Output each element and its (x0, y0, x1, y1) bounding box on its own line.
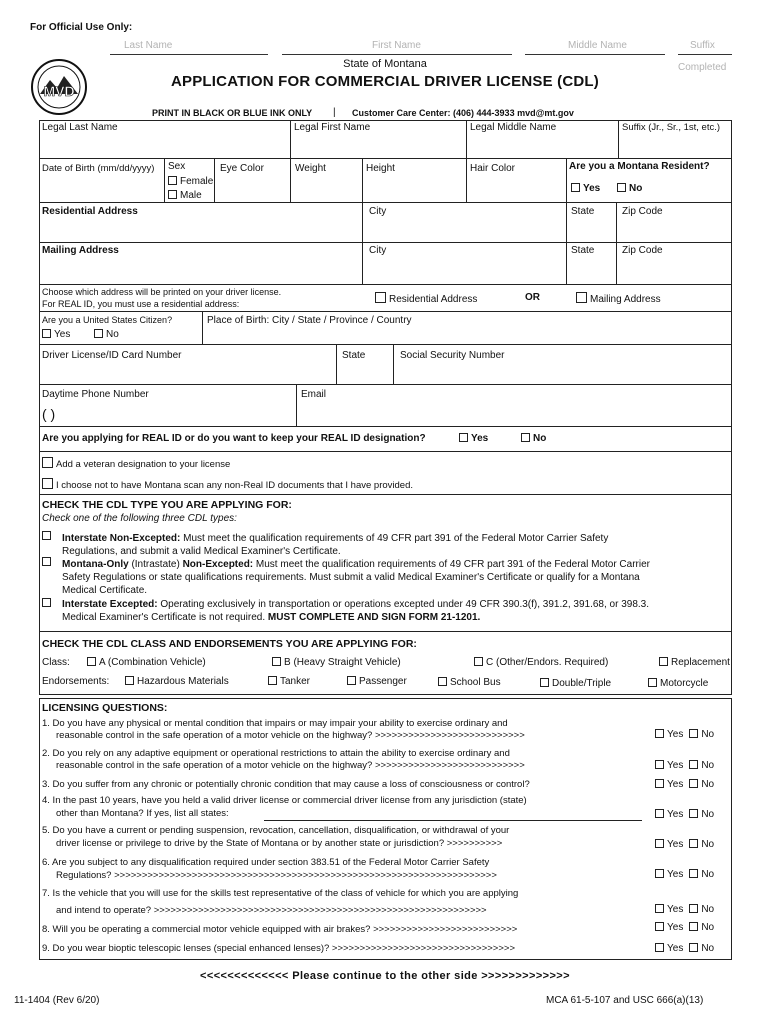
print-mailing-label: Mailing Address (590, 294, 661, 305)
double-triple-option[interactable]: Double/Triple (540, 678, 611, 689)
non-real-id-option[interactable] (42, 478, 413, 491)
q8-yes-checkbox[interactable] (655, 922, 664, 931)
question-9: 9. Do you wear bioptic telescopic lenses (special enhanced lenses)? >>>>>>>>>>>>>>>>>>>>>>>>>>>>>>>>> (42, 943, 515, 954)
print-residential-option[interactable] (375, 292, 477, 305)
mailing-state-label: State (571, 245, 595, 256)
place-of-birth-label: Place of Birth: City / State / Province / Country (207, 315, 412, 326)
ssn-label: Social Security Number (400, 350, 505, 361)
q2-yes-checkbox[interactable] (655, 760, 664, 769)
school-bus-option[interactable]: School Bus (438, 677, 501, 688)
state-heading: State of Montana (343, 58, 427, 70)
q8-no-checkbox[interactable] (689, 922, 698, 931)
cdl-interstate-nonexcepted-checkbox[interactable] (42, 531, 51, 540)
q7-answer[interactable]: Yes No (655, 904, 714, 915)
dl-number-label: Driver License/ID Card Number (42, 350, 182, 361)
non-real-id-label: I choose not to have Montana scan any non-Real ID documents that I have provided. (56, 480, 413, 491)
question-7b: and intend to operate? >>>>>>>>>>>>>>>>>>>>>>>>>>>>>>>>>>>>>>>>>>>>>>>>>>>>>>>>>>>> (56, 905, 487, 916)
class-c-option[interactable]: C (Other/Endors. Required) (474, 657, 608, 668)
cdl-interstate-excepted-line2: Medical Examiner's Certificate is not required. MUST COMPLETE AND SIGN FORM 21-1201. (62, 612, 481, 623)
height-label: Height (366, 163, 395, 174)
residential-state-label: State (571, 206, 595, 217)
motorcycle-option[interactable]: Motorcycle (648, 678, 708, 689)
cdl-interstate-excepted-text: Interstate Excepted: Operating exclusively in transportation or operations excepted under 49 CFR 390.3(f), 391.2, 391.68, or 398.3. (62, 599, 649, 610)
q1-yes-checkbox[interactable] (655, 729, 664, 738)
dl-state-label: State (342, 350, 366, 361)
resident-yes-checkbox[interactable] (571, 183, 580, 192)
real-id-address-note: For REAL ID, you must use a residential address: (42, 299, 240, 309)
q7-yes-checkbox[interactable] (655, 904, 664, 913)
real-id-no-checkbox[interactable] (521, 433, 530, 442)
real-id-yes-option[interactable] (459, 433, 488, 444)
cdl-class-title: CHECK THE CDL CLASS AND ENDORSEMENTS YOU ARE APPLYING FOR: (42, 638, 417, 650)
statute-reference: MCA 61-5-107 and USC 666(a)(13) (546, 995, 704, 1006)
mailing-address-field[interactable] (42, 259, 358, 281)
sex-female-option[interactable] (168, 176, 213, 187)
official-suffix: Suffix (690, 40, 715, 51)
q9-answer[interactable]: Yes No (655, 943, 714, 954)
class-b-option[interactable]: B (Heavy Straight Vehicle) (272, 657, 401, 668)
q6-no-checkbox[interactable] (689, 869, 698, 878)
citizen-yes-option[interactable] (42, 329, 70, 340)
legal-last-name-label: Legal Last Name (42, 122, 118, 133)
mailing-zip-label: Zip Code (622, 245, 663, 256)
real-id-yes-label: Yes (471, 433, 489, 444)
real-id-question: Are you applying for REAL ID or do you want to keep your REAL ID designation? (42, 433, 426, 444)
legal-middle-name-field[interactable] (470, 135, 616, 155)
print-note: PRINT IN BLACK OR BLUE INK ONLY (152, 108, 313, 118)
legal-first-name-field[interactable] (294, 135, 464, 155)
form-number: 11-1404 (Rev 6/20) (14, 995, 100, 1006)
real-id-no-option[interactable] (521, 433, 546, 444)
or-text: OR (525, 292, 540, 303)
official-use-label: For Official Use Only: (30, 22, 133, 33)
print-residential-label: Residential Address (389, 294, 478, 305)
class-label: Class: (42, 657, 70, 668)
mailing-address-label: Mailing Address (42, 245, 119, 256)
question-8: 8. Will you be operating a commercial motor vehicle equipped with air brakes? >>>>>>>>>>>>>>>>>>>>>>>>>> (42, 924, 518, 935)
question-1b: reasonable control in the safe operation of a motor vehicle on the highway? >>>>>>>>>>>>>>>>>>>>>>>>>>> (56, 730, 525, 741)
q4-answer[interactable]: Yes No (655, 809, 714, 820)
q5-no-checkbox[interactable] (689, 839, 698, 848)
residential-zip-label: Zip Code (622, 206, 663, 217)
citizen-yes-label: Yes (54, 329, 71, 340)
q3-yes-checkbox[interactable] (655, 779, 664, 788)
q5-answer[interactable]: Yes No (655, 839, 714, 850)
residential-address-label: Residential Address (42, 206, 138, 217)
question-4a: 4. In the past 10 years, have you held a valid driver license or commercial driver license from any jurisdiction (state) (42, 795, 527, 806)
female-label: Female (180, 176, 214, 187)
sex-male-option[interactable] (168, 190, 202, 201)
suffix-field[interactable] (622, 135, 730, 155)
passenger-option[interactable]: Passenger (347, 676, 407, 687)
q5-yes-checkbox[interactable] (655, 839, 664, 848)
school-bus-checkbox[interactable] (438, 677, 447, 686)
real-id-yes-checkbox[interactable] (459, 433, 468, 442)
citizen-question: Are you a United States Citizen? (42, 315, 173, 325)
header-separator: | (333, 107, 336, 118)
non-real-id-checkbox[interactable] (42, 478, 53, 489)
choose-address-text: Choose which address will be printed on your driver license. (42, 287, 282, 297)
cdl-interstate-nonexcepted-text: Interstate Non-Excepted: Must meet the qualification requirements of 49 CFR part 391 of the Federal Motor Carrier Safety (62, 533, 609, 544)
double-triple-checkbox[interactable] (540, 678, 549, 687)
q1-answer[interactable]: Yes No (655, 729, 714, 740)
tanker-option[interactable]: Tanker (268, 676, 310, 687)
sex-label: Sex (168, 161, 186, 172)
motorcycle-checkbox[interactable] (648, 678, 657, 687)
print-mailing-option[interactable] (576, 292, 661, 305)
veteran-checkbox[interactable] (42, 457, 53, 468)
question-2b: reasonable control in the safe operation of a motor vehicle on the highway? >>>>>>>>>>>>>>>>>>>>>>>>>>> (56, 760, 525, 771)
question-6b: Regulations? >>>>>>>>>>>>>>>>>>>>>>>>>>>>>>>>>>>>>>>>>>>>>>>>>>>>>>>>>>>>>>>>>>>>> (56, 870, 497, 881)
resident-yes-label: Yes (583, 183, 601, 194)
dob-label: Date of Birth (mm/dd/yyyy) (42, 163, 155, 174)
cdl-montana-only-line3: Medical Certificate. (62, 585, 148, 596)
q7-no-checkbox[interactable] (689, 904, 698, 913)
question-6a: 6. Are you subject to any disqualification required under section 383.51 of the Federal Motor Carrier Safety (42, 857, 490, 868)
passenger-checkbox[interactable] (347, 676, 356, 685)
question-1a: 1. Do you have any physical or mental condition that impairs or may impair your ability to exercise ordinary and (42, 718, 508, 729)
cdl-montana-only-text: Montana-Only (Intrastate) Non-Excepted: Must meet the qualification requirements of 49 CFR part 391 of the Federal Motor Carrier (62, 559, 650, 570)
official-completed: Completed (678, 62, 727, 73)
endorsements-label: Endorsements: (42, 676, 110, 687)
official-middle-name: Middle Name (568, 40, 627, 51)
cdl-interstate-excepted-checkbox[interactable] (42, 598, 51, 607)
montana-resident-question: Are you a Montana Resident? (569, 161, 710, 172)
phone-area-code[interactable]: ( ) (42, 406, 56, 422)
legal-last-name-field[interactable] (52, 135, 287, 155)
q9-no-checkbox[interactable] (689, 943, 698, 952)
q3-no-checkbox[interactable] (689, 779, 698, 788)
q9-yes-checkbox[interactable] (655, 943, 664, 952)
residential-address-field[interactable] (42, 220, 358, 240)
male-checkbox[interactable] (168, 190, 177, 199)
q2-answer[interactable]: Yes No (655, 760, 714, 771)
phone-label: Daytime Phone Number (42, 389, 149, 400)
continue-note: <<<<<<<<<<<<< Please continue to the other side >>>>>>>>>>>>> (200, 970, 570, 982)
question-4b: other than Montana? If yes, list all states: (56, 808, 229, 819)
hazmat-checkbox[interactable] (125, 676, 134, 685)
email-label: Email (301, 389, 327, 400)
q4-yes-checkbox[interactable] (655, 809, 664, 818)
cdl-montana-only-line2: Safety Regulations or state qualifications requirements. Must submit a valid Medical Examiner's Certificate or qualify for a Montana (62, 572, 640, 583)
resident-no-checkbox[interactable] (617, 183, 626, 192)
male-label: Male (180, 190, 202, 201)
official-first-name: First Name (372, 40, 421, 51)
class-a-checkbox[interactable] (87, 657, 96, 666)
q6-yes-checkbox[interactable] (655, 869, 664, 878)
question-3: 3. Do you suffer from any chronic or potentially chronic condition that may cause a loss of consciousness or control? (42, 779, 530, 790)
question-5b: driver license or privilege to drive by the State of Montana or by another state or jurisdiction? >>>>>>>>>> (56, 838, 503, 849)
q2-no-checkbox[interactable] (689, 760, 698, 769)
suffix-label: Suffix (Jr., Sr., 1st, etc.) (622, 122, 721, 133)
veteran-label: Add a veteran designation to your license (56, 459, 231, 470)
citizen-yes-checkbox[interactable] (42, 329, 51, 338)
question-5a: 5. Do you have a current or pending suspension, revocation, cancellation, disqualification, or withdrawal of your (42, 825, 510, 836)
print-mailing-checkbox[interactable] (576, 292, 587, 303)
tanker-checkbox[interactable] (268, 676, 277, 685)
cdl-montana-only-checkbox[interactable] (42, 557, 51, 566)
legal-middle-name-label: Legal Middle Name (470, 122, 557, 133)
cdl-type-subtitle: Check one of the following three CDL types: (42, 513, 237, 524)
q8-answer[interactable]: Yes No (655, 922, 714, 933)
eye-color-label: Eye Color (220, 163, 264, 174)
resident-no-label: No (629, 183, 643, 194)
legal-first-name-label: Legal First Name (294, 122, 371, 133)
cdl-interstate-nonexcepted-line2: Regulations, and submit a valid Medical Examiner's Certificate. (62, 546, 341, 557)
replacement-checkbox[interactable] (659, 657, 668, 666)
citizen-no-checkbox[interactable] (94, 329, 103, 338)
class-b-checkbox[interactable] (272, 657, 281, 666)
mailing-city-label: City (369, 245, 387, 256)
weight-label: Weight (295, 163, 326, 174)
hair-color-label: Hair Color (470, 163, 516, 174)
hazmat-option[interactable]: Hazardous Materials (125, 676, 229, 687)
cdl-type-title: CHECK THE CDL TYPE YOU ARE APPLYING FOR: (42, 499, 292, 511)
residential-city-label: City (369, 206, 387, 217)
question-7a: 7. Is the vehicle that you will use for the skills test representative of the class of vehicle for which you are applying (42, 888, 519, 899)
female-checkbox[interactable] (168, 176, 177, 185)
licensing-title: LICENSING QUESTIONS: (42, 702, 168, 714)
q1-no-checkbox[interactable] (689, 729, 698, 738)
citizen-no-option[interactable] (94, 329, 119, 340)
print-residential-checkbox[interactable] (375, 292, 386, 303)
replacement-option[interactable]: Replacement (659, 657, 730, 668)
q4-no-checkbox[interactable] (689, 809, 698, 818)
q6-answer[interactable]: Yes No (655, 869, 714, 880)
resident-yes-option[interactable] (571, 183, 600, 194)
real-id-no-label: No (533, 433, 547, 444)
question-2a: 2. Do you rely on any adaptive equipment or operational restrictions to attain the ability to exercise ordinary and (42, 748, 510, 759)
logo-text: MVD (43, 83, 75, 99)
class-a-option[interactable]: A (Combination Vehicle) (87, 657, 206, 668)
citizen-no-label: No (106, 329, 119, 340)
q3-answer[interactable]: Yes No (655, 779, 714, 790)
care-center: Customer Care Center: (406) 444-3933 mvd@mt.gov (352, 108, 574, 118)
class-c-checkbox[interactable] (474, 657, 483, 666)
form-title: APPLICATION FOR COMMERCIAL DRIVER LICENSE (CDL) (170, 73, 599, 90)
official-last-name: Last Name (124, 40, 173, 51)
veteran-option[interactable] (42, 457, 230, 470)
resident-no-option[interactable] (617, 183, 642, 194)
